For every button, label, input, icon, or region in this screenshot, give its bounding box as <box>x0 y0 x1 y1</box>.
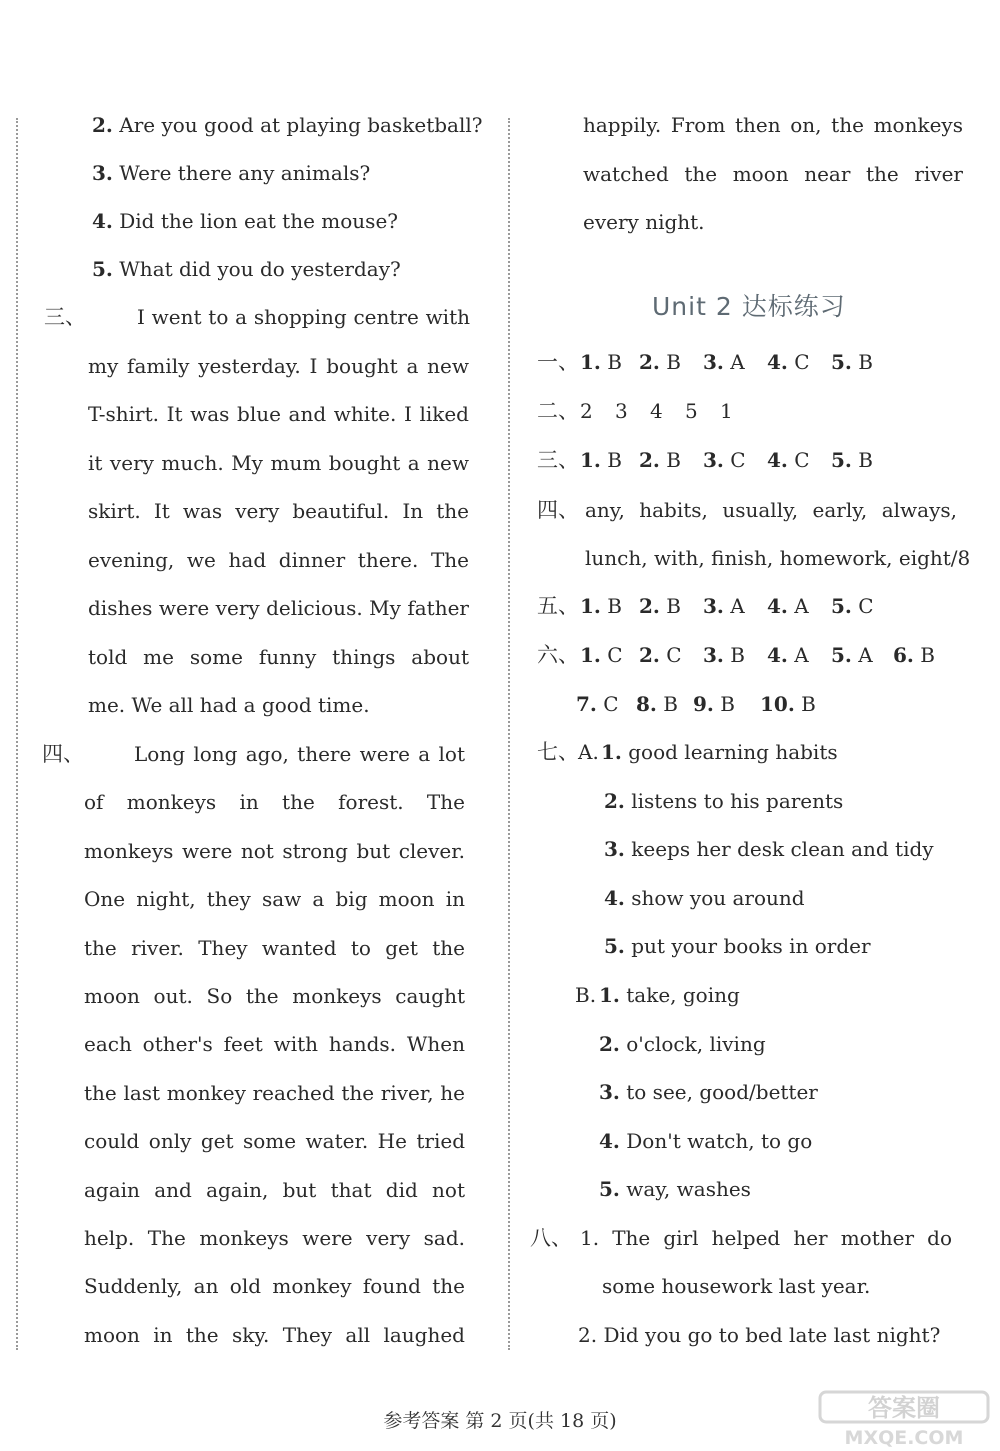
answer-item: 2 <box>580 399 593 423</box>
text-line: moon out. So the monkeys caught <box>84 984 465 1008</box>
answer-item: 5. put your books in order <box>604 934 871 959</box>
answer-item: 1. B <box>580 350 622 374</box>
answer-line: 3. Were there any animals? <box>92 161 371 185</box>
answer-item: 3. to see, good/better <box>599 1080 818 1105</box>
answer-item: 2. B <box>639 594 681 618</box>
answer-item: 3. keeps her desk clean and tidy <box>604 837 934 862</box>
answer-item: 2. C <box>639 643 682 667</box>
text-line: monkeys were not strong but clever. <box>84 838 465 863</box>
answer-line: 5. What did you do yesterday? <box>92 257 401 281</box>
svg-text:MXQE.COM: MXQE.COM <box>844 1427 964 1448</box>
answer-line: 2. Did you go to bed late last night? <box>578 1323 941 1347</box>
answer-item: 8. B <box>636 692 678 716</box>
svg-text:答案圈: 答案圈 <box>868 1394 940 1422</box>
answer-item: 5. way, washes <box>599 1177 751 1202</box>
text-line: Long long ago, there were a lot <box>134 742 465 766</box>
column-divider <box>508 118 510 1350</box>
text-line: happily. From then on, the monkeys <box>583 113 963 137</box>
answer-item: 2. B <box>639 350 681 374</box>
answer-line: 4. Did the lion eat the mouse? <box>92 209 398 233</box>
answer-item: 3. C <box>703 448 746 472</box>
answer-item: 4. A <box>767 643 809 667</box>
answer-item: 6. B <box>893 643 935 667</box>
answer-item: 2. o'clock, living <box>599 1031 766 1056</box>
text-line: One night, they saw a big moon in <box>84 887 465 912</box>
text-line: the river. They wanted to get the <box>84 935 465 960</box>
section-number: 一、 <box>537 350 579 374</box>
text-line: I went to a shopping centre with <box>137 305 470 329</box>
answer-item: 2. listens to his parents <box>604 788 844 813</box>
part-label: B. <box>575 983 597 1007</box>
text-line: the last monkey reached the river, he <box>84 1080 465 1105</box>
answer-item: 9. B <box>693 692 735 716</box>
section-number: 五、 <box>537 594 579 618</box>
text-line: help. The monkeys were very sad. <box>84 1226 465 1250</box>
section-number: 三、 <box>44 305 86 329</box>
answer-item: 5. C <box>831 594 874 618</box>
answer-line: 1. The girl helped her mother do <box>580 1226 952 1250</box>
answer-item: 4. C <box>767 448 810 472</box>
answer-line: 2. Are you good at playing basketball? <box>92 113 483 137</box>
text-line: moon in the sky. They all laughed <box>84 1322 465 1347</box>
text-line: of monkeys in the forest. The <box>84 790 465 815</box>
answer-item: 1. B <box>580 448 622 472</box>
answer-line: lunch, with, finish, homework, eight/8 <box>585 546 971 570</box>
answer-item: 3. A <box>703 594 745 618</box>
answer-item: 1 <box>720 399 733 423</box>
unit-title: Unit 2 达标练习 <box>652 292 846 321</box>
answer-item: 3. B <box>703 643 745 667</box>
answer-item: 4. Don't watch, to go <box>599 1128 813 1153</box>
answer-item: 1. B <box>580 594 622 618</box>
text-line: again and again, but that did not <box>84 1177 465 1202</box>
text-line: Suddenly, an old monkey found the <box>84 1274 465 1299</box>
answer-item: 2. B <box>639 448 681 472</box>
text-line: watched the moon near the river <box>583 161 963 186</box>
answer-item: 1. good learning habits <box>601 740 838 764</box>
text-line: it very much. My mum bought a new <box>88 450 469 475</box>
text-line: each other's feet with hands. When <box>84 1032 465 1057</box>
section-number: 八、 <box>530 1226 572 1250</box>
text-line: dishes were very delicious. My father <box>88 596 469 620</box>
answer-item: 5 <box>685 399 698 423</box>
part-label: A. <box>578 740 599 764</box>
answer-line: some housework last year. <box>602 1274 871 1298</box>
section-number: 二、 <box>537 399 579 423</box>
section-number: 六、 <box>537 643 579 667</box>
text-line: my family yesterday. I bought a new <box>88 353 469 378</box>
answer-item: 5. A <box>831 643 873 667</box>
answer-item: 7. C <box>576 692 619 716</box>
answer-item: 1. take, going <box>599 983 740 1007</box>
watermark-logo <box>812 1390 997 1448</box>
answer-item: 1. C <box>580 643 623 667</box>
page-footer: 参考答案 第 2 页(共 18 页) <box>383 1410 617 1432</box>
text-line: told me some funny things about <box>88 644 469 669</box>
answer-line: any, habits, usually, early, always, <box>585 498 957 522</box>
section-number: 四、 <box>537 498 579 522</box>
section-number: 七、 <box>537 740 579 764</box>
text-line: evening, we had dinner there. The <box>88 547 469 572</box>
answer-item: 3 <box>615 399 628 423</box>
answer-item: 3. A <box>703 350 745 374</box>
answer-item: 4. show you around <box>604 885 805 910</box>
answer-item: 5. B <box>831 350 873 374</box>
text-line: me. We all had a good time. <box>88 693 370 717</box>
answer-item: 4. C <box>767 350 810 374</box>
section-number: 四、 <box>42 742 84 766</box>
answer-item: 10. B <box>760 692 816 716</box>
text-line: could only get some water. He tried <box>84 1129 465 1154</box>
answer-item: 4 <box>650 399 663 423</box>
text-line: every night. <box>583 210 705 234</box>
left-margin-rule <box>16 118 18 1350</box>
section-number: 三、 <box>537 448 579 472</box>
answer-item: 4. A <box>767 594 809 618</box>
answer-item: 5. B <box>831 448 873 472</box>
text-line: T-shirt. It was blue and white. I liked <box>88 402 469 426</box>
text-line: skirt. It was very beautiful. In the <box>88 499 469 523</box>
